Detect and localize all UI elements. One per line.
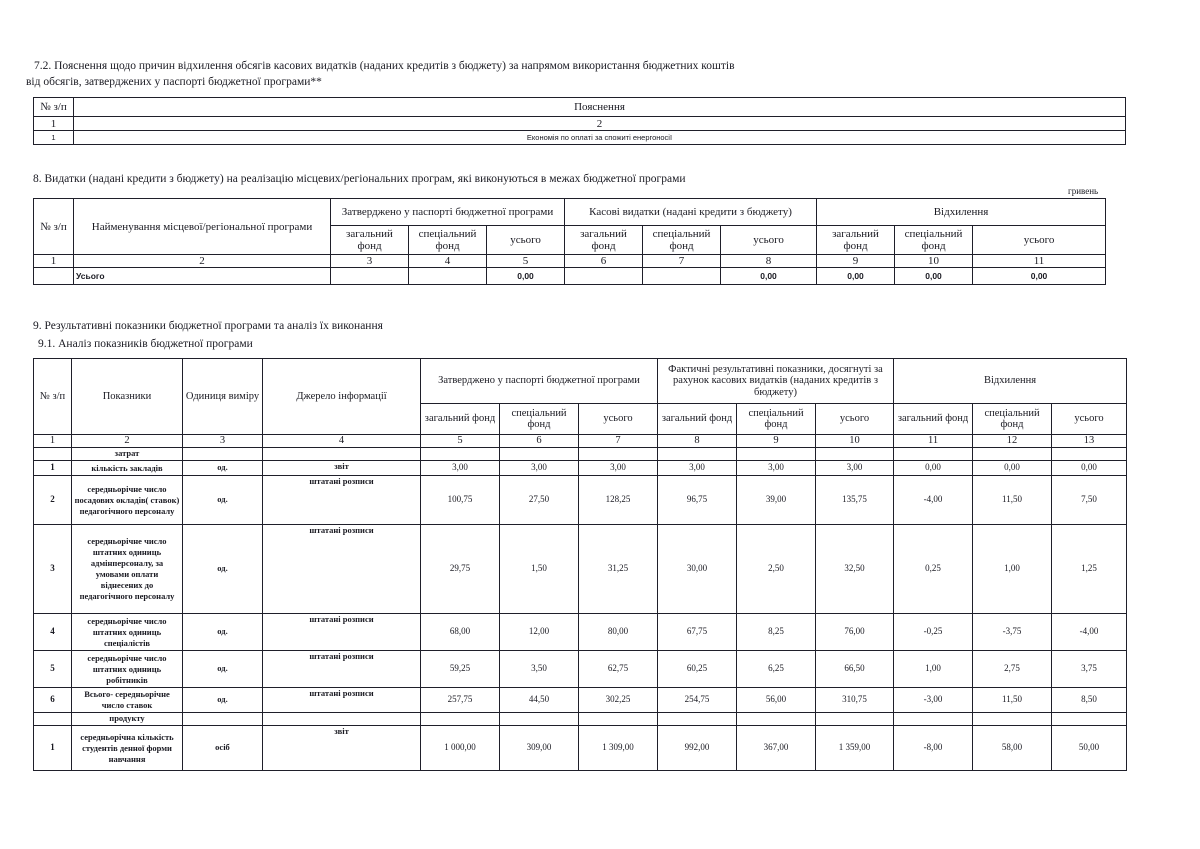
empty-cell	[737, 448, 816, 461]
unit-of-measure: од.	[183, 651, 263, 688]
indicator-value: 8,50	[1052, 688, 1127, 713]
indicator-value: 0,25	[894, 525, 973, 614]
explanations-table	[33, 97, 1126, 145]
header-no: № з/п	[34, 359, 72, 435]
row-no: 2	[34, 476, 72, 525]
col-number: 2	[74, 117, 1126, 131]
empty-cell	[1052, 448, 1127, 461]
unit-of-measure: од.	[183, 614, 263, 651]
empty-cell	[34, 448, 72, 461]
col-number: 3	[331, 255, 409, 268]
section-9-1-title: 9.1. Аналіз показників бюджетної програми	[38, 338, 253, 350]
header-total: усього	[973, 226, 1106, 255]
header-source: Джерело інформації	[263, 359, 421, 435]
header-special-fund: спеціальний фонд	[409, 226, 487, 255]
indicator-name: середньорічне число штатних одиниць адмінперсоналу, за умовами оплати віднесених до педагогічного персоналу	[72, 525, 183, 614]
total-value: 0,00	[721, 268, 817, 285]
empty-cell	[1052, 713, 1127, 726]
section-7-2-title-line2: від обсягів, затверджених у паспорті бюджетної програми**	[26, 76, 322, 88]
header-general-fund: загальний фонд	[894, 404, 973, 435]
total-value	[643, 268, 721, 285]
empty-cell	[658, 448, 737, 461]
total-value	[331, 268, 409, 285]
indicator-value: 1,00	[973, 525, 1052, 614]
indicator-value: 1,00	[894, 651, 973, 688]
numbering-row	[34, 435, 1127, 448]
indicator-value: -3,00	[894, 688, 973, 713]
col-number: 6	[500, 435, 579, 448]
col-number: 9	[817, 255, 895, 268]
empty-cell	[658, 713, 737, 726]
indicator-name: середньорічна кількість студентів денної форми навчання	[72, 726, 183, 771]
indicator-value: 67,75	[658, 614, 737, 651]
indicator-value: 2,50	[737, 525, 816, 614]
indicator-value: 3,00	[421, 461, 500, 476]
table-row	[34, 726, 1127, 771]
col-number: 5	[421, 435, 500, 448]
header-no: № з/п	[34, 98, 74, 117]
indicator-value: 56,00	[737, 688, 816, 713]
header-general-fund: загальний фонд	[331, 226, 409, 255]
section-9-title: 9. Результативні показники бюджетної програми та аналіз їх виконання	[33, 320, 383, 332]
header-unit: Одиниця виміру	[183, 359, 263, 435]
indicator-value: 0,00	[1052, 461, 1127, 476]
row-no: 5	[34, 651, 72, 688]
indicator-value: 27,50	[500, 476, 579, 525]
indicator-value: 12,00	[500, 614, 579, 651]
col-number: 11	[973, 255, 1106, 268]
row-no: 1	[34, 131, 74, 145]
empty-cell	[500, 713, 579, 726]
empty-cell	[421, 448, 500, 461]
indicator-value: 44,50	[500, 688, 579, 713]
col-number: 10	[895, 255, 973, 268]
header-row	[34, 359, 1127, 404]
indicator-value: 66,50	[816, 651, 894, 688]
empty-cell	[183, 713, 263, 726]
row-no: 4	[34, 614, 72, 651]
total-value: 0,00	[973, 268, 1106, 285]
unit-of-measure: од.	[183, 525, 263, 614]
indicator-value: 96,75	[658, 476, 737, 525]
col-number: 5	[487, 255, 565, 268]
col-number: 8	[658, 435, 737, 448]
header-general-fund: загальний фонд	[421, 404, 500, 435]
table-row	[34, 476, 1127, 525]
table-row	[34, 651, 1127, 688]
empty-cell	[579, 448, 658, 461]
indicator-value: 11,50	[973, 476, 1052, 525]
empty-cell	[894, 713, 973, 726]
header-general-fund: загальний фонд	[565, 226, 643, 255]
indicator-value: 992,00	[658, 726, 737, 771]
empty-cell	[737, 713, 816, 726]
col-number: 7	[579, 435, 658, 448]
total-label: Усього	[74, 268, 331, 285]
indicator-name: кількість закладів	[72, 461, 183, 476]
header-special-fund: спеціальний фонд	[643, 226, 721, 255]
header-approved: Затверджено у паспорті бюджетної програми	[331, 199, 565, 226]
col-number: 11	[894, 435, 973, 448]
indicator-value: 0,00	[894, 461, 973, 476]
header-approved: Затверджено у паспорті бюджетної програми	[421, 359, 658, 404]
empty-cell	[263, 713, 421, 726]
header-deviation: Відхилення	[894, 359, 1127, 404]
indicator-value: 100,75	[421, 476, 500, 525]
col-number: 6	[565, 255, 643, 268]
table-row	[34, 461, 1127, 476]
header-actual: Фактичні результативні показники, досягнуті за рахунок касових видатків (наданих кредитів з бюджету)	[658, 359, 894, 404]
indicator-name: Всього- середньорічне число ставок	[72, 688, 183, 713]
numbering-row	[34, 117, 1126, 131]
total-no	[34, 268, 74, 285]
information-source: штатані розписи	[263, 614, 421, 651]
col-number: 4	[263, 435, 421, 448]
empty-cell	[500, 448, 579, 461]
row-no: 3	[34, 525, 72, 614]
col-number: 1	[34, 435, 72, 448]
indicator-value: 254,75	[658, 688, 737, 713]
indicator-value: -8,00	[894, 726, 973, 771]
table-row	[34, 688, 1127, 713]
indicator-value: 6,25	[737, 651, 816, 688]
row-no: 6	[34, 688, 72, 713]
row-explanation: Економія по оплаті за спожиті енергоносії	[74, 131, 1126, 145]
indicator-value: 1 359,00	[816, 726, 894, 771]
col-number: 3	[183, 435, 263, 448]
indicator-value: 8,25	[737, 614, 816, 651]
indicator-value: 3,00	[500, 461, 579, 476]
header-total: усього	[1052, 404, 1127, 435]
total-value	[409, 268, 487, 285]
indicator-value: 310,75	[816, 688, 894, 713]
total-value: 0,00	[817, 268, 895, 285]
indicator-value: 59,25	[421, 651, 500, 688]
indicator-value: 1,50	[500, 525, 579, 614]
header-indicators: Показники	[72, 359, 183, 435]
indicator-name: середньорічне число штатних одиниць робітників	[72, 651, 183, 688]
information-source: штатані розписи	[263, 476, 421, 525]
indicator-value: 3,00	[579, 461, 658, 476]
table-row	[34, 131, 1126, 145]
header-general-fund: загальний фонд	[658, 404, 737, 435]
col-number: 4	[409, 255, 487, 268]
indicator-value: 62,75	[579, 651, 658, 688]
table-row	[34, 525, 1127, 614]
empty-cell	[183, 448, 263, 461]
col-number: 9	[737, 435, 816, 448]
indicator-value: 367,00	[737, 726, 816, 771]
header-special-fund: спеціальний фонд	[895, 226, 973, 255]
col-number: 8	[721, 255, 817, 268]
section-row	[34, 713, 1127, 726]
empty-cell	[263, 448, 421, 461]
header-total: усього	[579, 404, 658, 435]
indicator-value: 50,00	[1052, 726, 1127, 771]
header-row	[34, 98, 1126, 117]
indicator-value: 3,00	[658, 461, 737, 476]
col-number: 10	[816, 435, 894, 448]
indicator-value: 76,00	[816, 614, 894, 651]
indicator-value: 3,75	[1052, 651, 1127, 688]
unit-of-measure: од.	[183, 461, 263, 476]
numbering-row	[34, 255, 1106, 268]
header-cash-expenditure: Касові видатки (надані кредити з бюджету)	[565, 199, 817, 226]
local-programs-table	[33, 198, 1106, 285]
row-no: 1	[34, 726, 72, 771]
performance-indicators-table	[33, 358, 1127, 771]
empty-cell	[579, 713, 658, 726]
indicator-value: 80,00	[579, 614, 658, 651]
header-total: усього	[816, 404, 894, 435]
indicator-value: 135,75	[816, 476, 894, 525]
total-value: 0,00	[487, 268, 565, 285]
indicator-value: 7,50	[1052, 476, 1127, 525]
indicator-value: 1 309,00	[579, 726, 658, 771]
indicator-value: -3,75	[973, 614, 1052, 651]
empty-cell	[816, 713, 894, 726]
section-label: затрат	[72, 448, 183, 461]
header-total: усього	[487, 226, 565, 255]
information-source: звіт	[263, 726, 421, 771]
header-general-fund: загальний фонд	[817, 226, 895, 255]
indicator-value: 257,75	[421, 688, 500, 713]
indicator-value: -0,25	[894, 614, 973, 651]
indicator-value: 11,50	[973, 688, 1052, 713]
table-row	[34, 614, 1127, 651]
indicator-value: -4,00	[1052, 614, 1127, 651]
indicator-value: 309,00	[500, 726, 579, 771]
indicator-value: 3,00	[737, 461, 816, 476]
indicator-value: 58,00	[973, 726, 1052, 771]
indicator-value: 30,00	[658, 525, 737, 614]
information-source: звіт	[263, 461, 421, 476]
indicator-value: 3,00	[816, 461, 894, 476]
indicator-name: середньорічне число штатних одиниць спеціалістів	[72, 614, 183, 651]
indicator-value: -4,00	[894, 476, 973, 525]
indicator-name: середньорічне число посадових окладів( ставок) педагогічного персоналу	[72, 476, 183, 525]
indicator-value: 1,25	[1052, 525, 1127, 614]
total-value: 0,00	[895, 268, 973, 285]
row-no: 1	[34, 461, 72, 476]
unit-of-measure: од.	[183, 476, 263, 525]
indicator-value: 60,25	[658, 651, 737, 688]
indicator-value: 2,75	[973, 651, 1052, 688]
header-no: № з/п	[34, 199, 74, 255]
header-explanation: Пояснення	[74, 98, 1126, 117]
col-number: 2	[72, 435, 183, 448]
col-number: 1	[34, 117, 74, 131]
empty-cell	[973, 448, 1052, 461]
indicator-value: 29,75	[421, 525, 500, 614]
header-row	[34, 199, 1106, 226]
header-deviation: Відхилення	[817, 199, 1106, 226]
col-number: 12	[973, 435, 1052, 448]
empty-cell	[421, 713, 500, 726]
section-label: продукту	[72, 713, 183, 726]
col-number: 1	[34, 255, 74, 268]
header-special-fund: спеціальний фонд	[973, 404, 1052, 435]
section-7-2-title-line1: 7.2. Пояснення щодо причин відхилення обсягів касових видатків (наданих кредитів з бюджету) за напрямом використання бюджетних коштів	[34, 60, 735, 72]
indicator-value: 31,25	[579, 525, 658, 614]
indicator-value: 39,00	[737, 476, 816, 525]
indicator-value: 1 000,00	[421, 726, 500, 771]
indicator-value: 32,50	[816, 525, 894, 614]
indicator-value: 68,00	[421, 614, 500, 651]
col-number: 7	[643, 255, 721, 268]
empty-cell	[894, 448, 973, 461]
total-value	[565, 268, 643, 285]
header-special-fund: спеціальний фонд	[500, 404, 579, 435]
indicator-value: 302,25	[579, 688, 658, 713]
information-source: штатані розписи	[263, 688, 421, 713]
information-source: штатані розписи	[263, 525, 421, 614]
indicator-rows	[34, 448, 1127, 771]
information-source: штатані розписи	[263, 651, 421, 688]
col-number: 13	[1052, 435, 1127, 448]
section-row	[34, 448, 1127, 461]
currency-label: гривень	[1068, 186, 1099, 196]
section-8-title: 8. Видатки (надані кредити з бюджету) на реалізацію місцевих/регіональних програм, які виконуються в межах бюджетної програми	[33, 173, 686, 185]
empty-cell	[816, 448, 894, 461]
header-total: усього	[721, 226, 817, 255]
header-special-fund: спеціальний фонд	[737, 404, 816, 435]
total-row	[34, 268, 1106, 285]
indicator-value: 128,25	[579, 476, 658, 525]
indicator-value: 0,00	[973, 461, 1052, 476]
indicator-value: 3,50	[500, 651, 579, 688]
header-program-name: Найменування місцевої/регіональної програми	[74, 199, 331, 255]
empty-cell	[973, 713, 1052, 726]
unit-of-measure: од.	[183, 688, 263, 713]
empty-cell	[34, 713, 72, 726]
unit-of-measure: осіб	[183, 726, 263, 771]
col-number: 2	[74, 255, 331, 268]
